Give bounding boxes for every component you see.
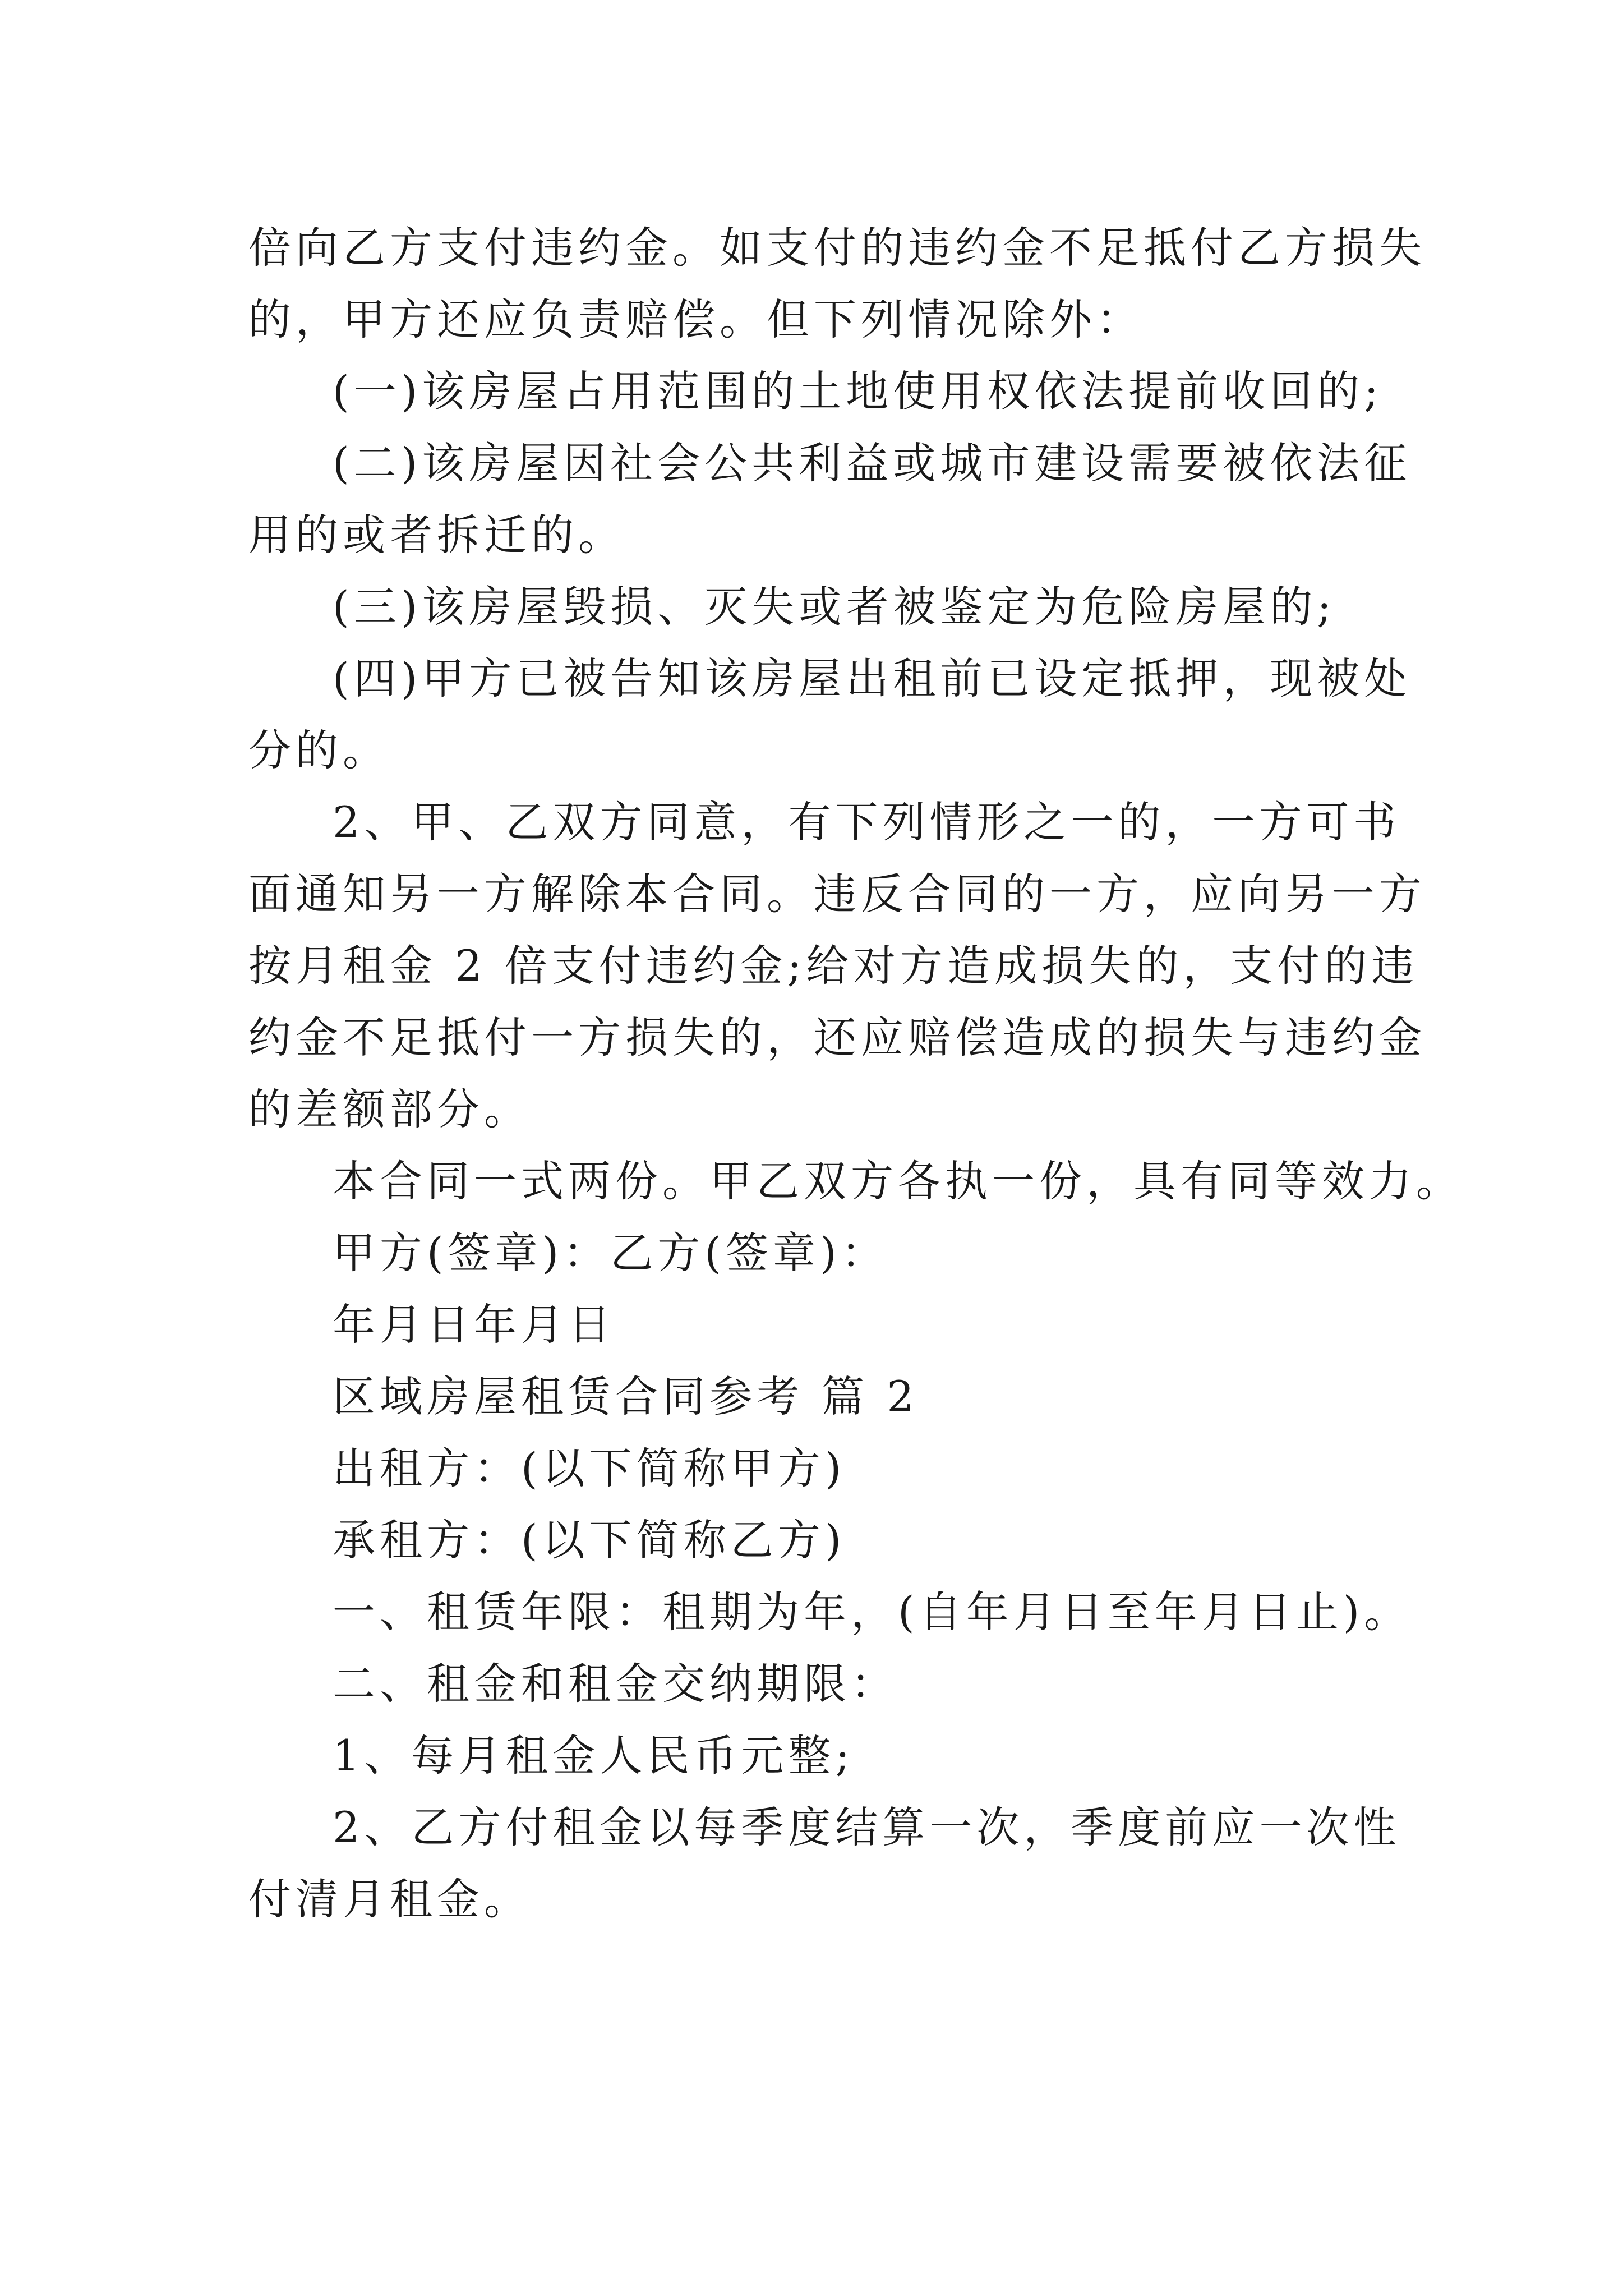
date-line: 年月日年月日 xyxy=(333,1300,615,1350)
document-body xyxy=(248,212,1463,1935)
lessee-line: 承租方：(以下简称乙方) xyxy=(333,1515,846,1565)
paragraph-copies-clause: 本合同一式两份。甲乙双方各执一份，具有同等效力。 xyxy=(333,1156,1463,1206)
paragraph-exception-2: (二)该房屋因社会公共利益或城市建设需要被依法征用的或者拆迁的。 xyxy=(248,438,1412,560)
paragraph-exception-4: (四)甲方已被告知该房屋出租前已设定抵押，现被处分的。 xyxy=(248,654,1412,775)
section-heading: 区域房屋租赁合同参考 篇 2 xyxy=(333,1372,919,1421)
lessor-line: 出租方：(以下简称甲方) xyxy=(333,1443,846,1493)
paragraph-termination-clause: 2、甲、乙双方同意，有下列情形之一的，一方可书面通知另一方解除本合同。违反合同的一方，应向另一方按月租金 2 倍支付违约金;给对方造成损失的，支付的违约金不足抵付一方损失的，还应赔偿造成的损失与违约金的差额部分。 xyxy=(248,797,1426,1134)
paragraph-penalty-continuation: 倍向乙方支付违约金。如支付的违约金不足抵付乙方损失的，甲方还应负责赔偿。但下列情况除外： xyxy=(248,223,1426,344)
paragraph-exception-1: (一)该房屋占用范围的土地使用权依法提前收回的; xyxy=(333,366,1383,416)
rent-heading: 二、租金和租金交纳期限： xyxy=(333,1659,898,1709)
rent-payment-clause: 2、乙方付租金以每季度结算一次，季度前应一次性付清月租金。 xyxy=(248,1802,1401,1924)
signature-line: 甲方(签章)：乙方(签章)： xyxy=(333,1228,888,1278)
monthly-rent-clause: 1、每月租金人民币元整; xyxy=(333,1731,854,1780)
lease-term-clause: 一、租赁年限：租期为年，(自年月日至年月日止)。 xyxy=(333,1587,1412,1637)
paragraph-exception-3: (三)该房屋毁损、灭失或者被鉴定为危险房屋的; xyxy=(333,582,1336,632)
